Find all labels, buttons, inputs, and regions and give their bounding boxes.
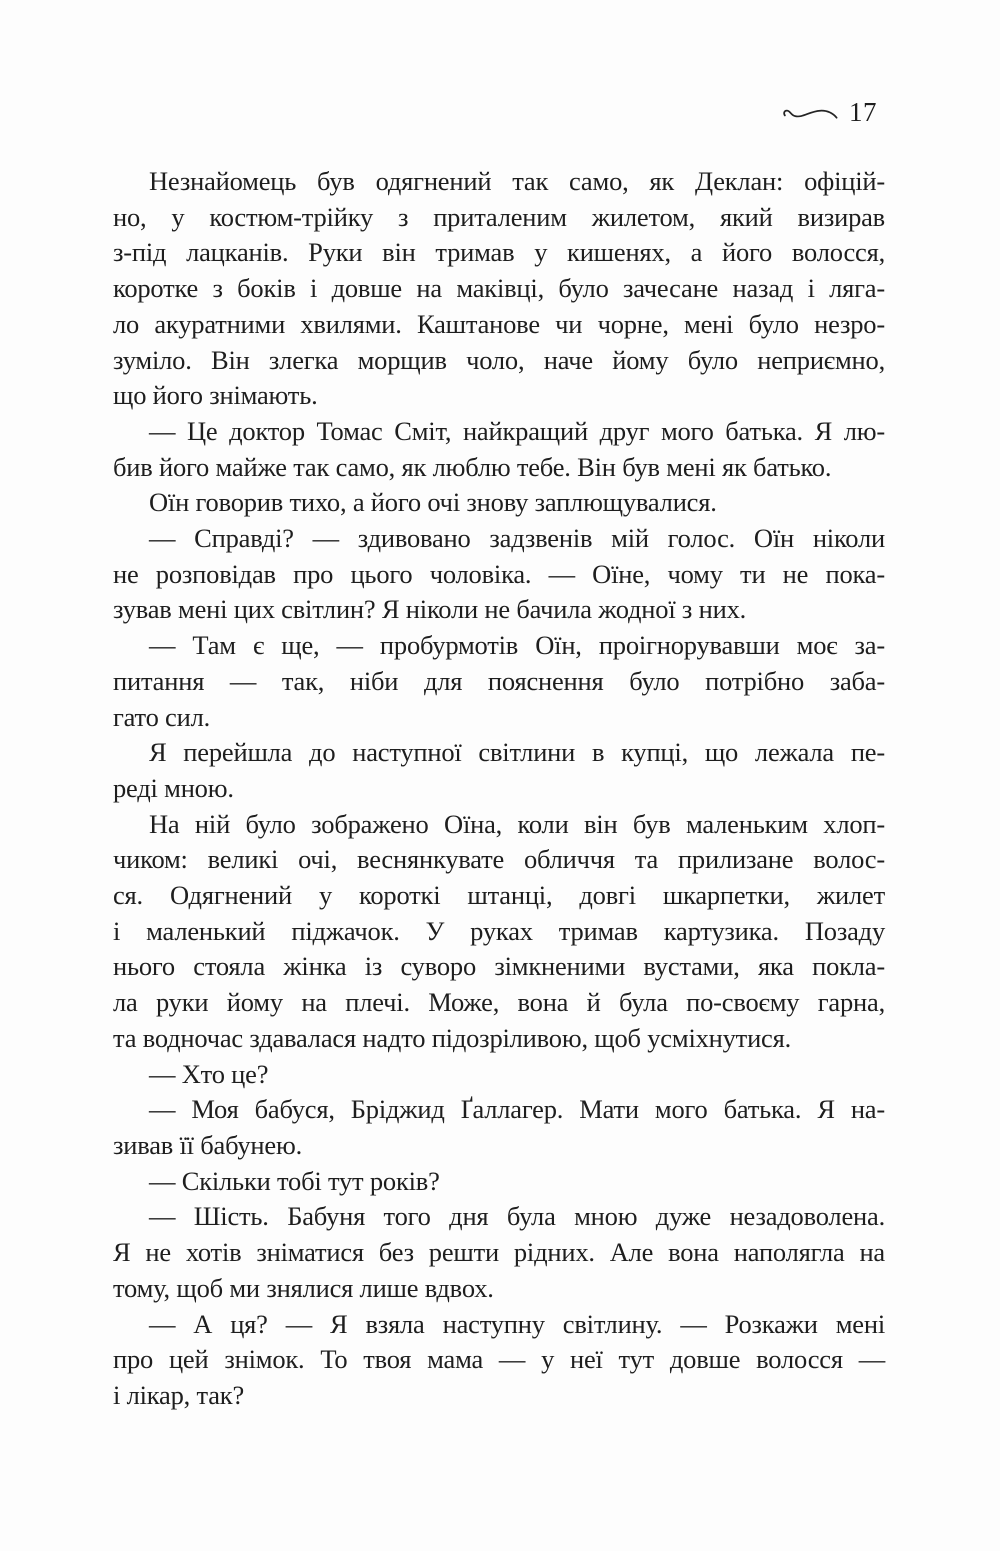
text-line: і лікар, так? [113,1379,245,1410]
paragraph [113,485,885,521]
swash-ornament-icon [782,103,840,125]
text-line: — А ця? — Я взяла наступну світлину. — Розкажи мені [149,1308,885,1339]
text-line: но, у костюм-трійку з приталеним жилетом, який визирав [113,201,885,232]
paragraph [113,807,885,1057]
paragraph [113,1164,885,1200]
text-line: зуміло. Він злегка морщив чоло, наче йому було неприємно, [113,344,885,375]
paragraph [113,1057,885,1093]
text-line: та водночас здавалася надто підозріливою, щоб усміхнутися. [113,1022,792,1053]
page-number: 17 [849,97,877,127]
text-line: про цей знімок. То твоя мама — у неї тут довше волосся — [113,1344,885,1375]
text-line: ла руки йому на плечі. Може, вона й була по-своєму гарна, [113,987,885,1018]
paragraph [113,521,885,628]
text-line: зував мені цих світлин? Я ніколи не бачила жодної з них. [113,594,747,625]
paragraph [113,735,885,806]
paragraph [113,1307,885,1414]
text-line: коротке з боків і довше на маківці, було зачесане назад і ляга- [113,273,885,304]
text-line: з-під лацканів. Руки він тримав у кишенях, а його волосся, [113,237,885,268]
text-column [113,164,885,1414]
text-line: питання — так, ніби для пояснення було потрібно заба- [113,665,885,696]
text-line: — Хто це? [149,1058,269,1089]
paragraph [113,628,885,735]
text-line: Я не хотів зніматися без решти рідних. Але вона наполягла на [113,1237,885,1268]
text-line: — Моя бабуся, Бріджид Ґаллагер. Мати мого батька. Я на- [149,1094,885,1125]
text-line: На ній було зображено Оїна, коли він був маленьким хлоп- [149,808,885,839]
paragraph [113,164,885,414]
paragraph [113,1092,885,1163]
paragraph [113,1199,885,1306]
text-line: — Шість. Бабуня того дня була мною дуже незадоволена. [149,1201,885,1232]
text-line: — Там є ще, — пробурмотів Оїн, проігнорувавши моє за- [149,630,885,661]
text-line: і маленький піджачок. У руках тримав картузика. Позаду [113,915,885,946]
text-line: — Скільки тобі тут років? [149,1165,440,1196]
text-line: реді мною. [113,772,234,803]
text-line: нього стояла жінка із суворо зімкненими вустами, яка покла- [113,951,885,982]
paragraph [113,414,885,485]
text-line: Оїн говорив тихо, а його очі знову заплющувалися. [149,487,717,518]
text-line: тому, щоб ми знялися лише вдвох. [113,1272,494,1303]
text-line: Я перейшла до наступної світлини в купці, що лежала пе- [149,737,885,768]
text-line: що його знімають. [113,380,318,411]
text-line: зивав її бабунею. [113,1129,302,1160]
text-line: бив його майже так само, як люблю тебе. Він був мені як батько. [113,451,832,482]
text-line: — Це доктор Томас Сміт, найкращий друг мого батька. Я лю- [149,415,885,446]
page-header [782,98,877,126]
text-line: — Справді? — здивовано задзвенів мій голос. Оїн ніколи [149,523,885,554]
text-line: ся. Одягнений у короткі штанці, довгі шкарпетки, жилет [113,880,885,911]
text-line: ло акуратними хвилями. Каштанове чи чорне, мені було незро- [113,308,885,339]
text-line: гато сил. [113,701,211,732]
text-line: Незнайомець був одягнений так само, як Деклан: офіцій- [149,166,885,196]
text-line: не розповідав про цього чоловіка. — Оїне, чому ти не пока- [113,558,885,589]
text-line: чиком: великі очі, веснянкувате обличчя та прилизане волос- [113,844,885,875]
